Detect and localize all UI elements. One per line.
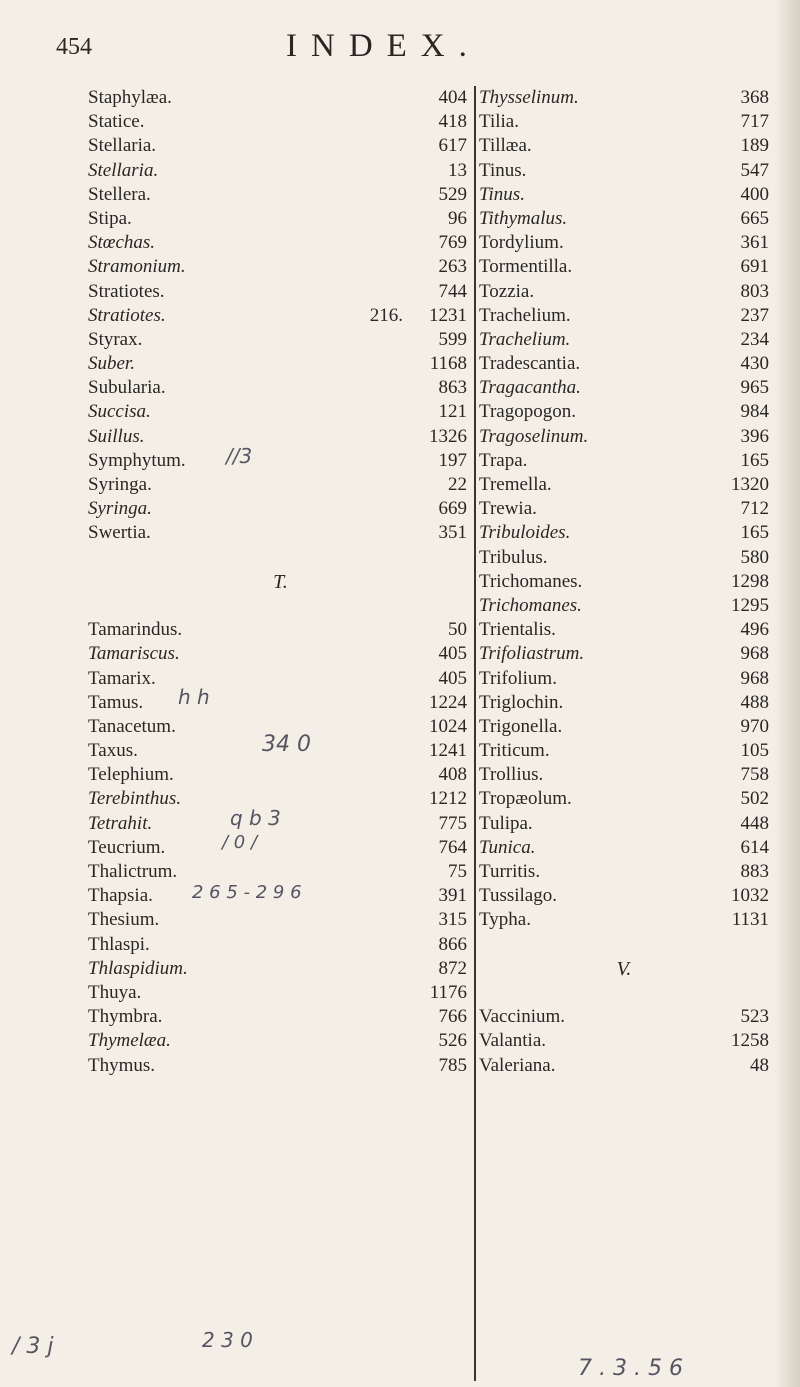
entry-page-number: 48	[750, 1054, 769, 1076]
entry-name: Syringa.	[88, 498, 152, 520]
entry-name: Tragoselinum.	[479, 425, 589, 447]
index-entry	[88, 1054, 473, 1078]
entry-name: Trichomanes.	[479, 570, 583, 592]
entry-page-number: 22	[448, 474, 467, 495]
entry-name: Styrax.	[88, 328, 143, 350]
entry-name: Triglochin.	[479, 691, 564, 713]
entry-page-number: 404	[438, 87, 467, 108]
entry-page-number: 599	[438, 328, 467, 350]
entry-name: Suillus.	[88, 425, 145, 447]
index-entry	[479, 763, 769, 787]
index-entry	[479, 618, 769, 642]
entry-page-number: 526	[438, 1030, 467, 1052]
entry-name: Tragopogon.	[479, 401, 576, 423]
entry-name: Tamarindus.	[88, 619, 183, 641]
entry-name: Tribuloides.	[479, 522, 571, 544]
index-entry	[479, 667, 769, 691]
section-letter	[479, 957, 769, 981]
index-entry	[479, 159, 769, 183]
index-entry	[479, 497, 769, 521]
entry-page-number: 405	[438, 667, 467, 689]
entry-name: Stratiotes.	[88, 304, 166, 326]
entry-name: Teucrium.	[88, 836, 166, 858]
entry-name: Tozzia.	[479, 280, 535, 302]
entry-name: Thlaspidium.	[88, 957, 188, 979]
index-entry	[479, 739, 769, 763]
entry-number-prefix: 216.	[369, 304, 403, 326]
entry-name: Tamarix.	[88, 667, 156, 689]
entry-page-number: 50	[448, 619, 467, 641]
entry-name: Tribulus.	[479, 546, 548, 568]
entry-page-number: 418	[438, 111, 467, 133]
entry-page-number: 717	[740, 111, 769, 133]
entry-page-number: 965	[740, 377, 769, 399]
index-entry	[479, 134, 769, 158]
entry-name: Tillæa.	[479, 135, 532, 157]
index-entry	[88, 1005, 473, 1029]
entry-name: Tormentilla.	[479, 256, 573, 278]
entry-page-number: 234	[740, 328, 769, 350]
index-entry	[479, 352, 769, 376]
index-entry	[88, 425, 473, 449]
entry-name: Tamus.	[88, 691, 144, 713]
entry-page-number: 396	[740, 425, 769, 447]
index-entry	[88, 159, 473, 183]
entry-name: Vaccinium.	[479, 1006, 566, 1028]
entry-name: Tragacantha.	[479, 377, 581, 399]
handwritten-note-thlaspi: 2 6 5 - 2 9 6	[192, 882, 302, 903]
index-entry	[88, 207, 473, 231]
entry-name: Tussilago.	[479, 885, 557, 907]
entry-page-number: 197	[438, 449, 467, 471]
index-entry	[88, 473, 473, 497]
entry-name: Stratiotes.	[88, 280, 165, 302]
index-entry	[479, 328, 769, 352]
entry-page-number: 984	[740, 401, 769, 423]
index-entry	[88, 521, 473, 545]
page-header	[0, 28, 800, 68]
index-entry	[479, 787, 769, 811]
entry-name: Thymus.	[88, 1054, 156, 1076]
entry-page-number: 1168	[429, 353, 467, 375]
entry-page-number: 803	[740, 280, 769, 302]
entry-name: Symphytum.	[88, 449, 186, 471]
entry-name: Trollius.	[479, 764, 544, 786]
entry-page-number: 866	[438, 933, 467, 955]
index-entry	[479, 836, 769, 860]
entry-name: Suber.	[88, 353, 135, 375]
index-entry	[88, 763, 473, 787]
entry-name: Tropæolum.	[479, 788, 572, 810]
index-entry	[88, 957, 473, 981]
column-divider	[474, 86, 476, 1381]
entry-page-number: 165	[740, 522, 769, 544]
index-entry	[479, 570, 769, 594]
entry-page-number: 758	[740, 764, 769, 786]
entry-name: Tordylium.	[479, 232, 564, 254]
entry-name: Thlaspi.	[88, 933, 150, 955]
index-entry	[479, 280, 769, 304]
entry-name: Trifoliastrum.	[479, 643, 585, 665]
entry-page-number: 448	[740, 812, 769, 834]
handwritten-note-tamus: h h	[178, 685, 210, 709]
entry-name: Thymbra.	[88, 1006, 163, 1028]
entry-name: Trigonella.	[479, 715, 563, 737]
index-entry	[479, 860, 769, 884]
entry-page-number: 712	[740, 498, 769, 520]
index-entry	[479, 255, 769, 279]
entry-page-number: 1231	[429, 304, 467, 326]
entry-page-number: 96	[448, 207, 467, 229]
index-entry	[88, 836, 473, 860]
entry-page-number: 237	[740, 304, 769, 326]
index-entry	[88, 667, 473, 691]
index-entry	[88, 352, 473, 376]
section-letter	[88, 570, 473, 594]
entry-name: Taxus.	[88, 740, 138, 762]
entry-page-number: 165	[740, 449, 769, 471]
index-entry	[88, 376, 473, 400]
entry-page-number: 1212	[429, 788, 467, 810]
index-entry	[479, 207, 769, 231]
index-entry	[479, 1029, 769, 1053]
page-gutter-shadow	[774, 0, 800, 1387]
entry-page-number: 496	[740, 619, 769, 641]
entry-name: Stipa.	[88, 207, 132, 229]
entry-name: Thysselinum.	[479, 87, 579, 108]
handwritten-note-teucrium: q b 3	[230, 806, 281, 830]
entry-name: Thuya.	[88, 981, 142, 1003]
entry-page-number: 580	[740, 546, 769, 568]
index-entry	[479, 449, 769, 473]
handwritten-note-bottom: 7 . 3 . 5 6	[578, 1356, 683, 1381]
handwritten-note-thalictrum: / 0 /	[222, 832, 258, 853]
index-entry	[479, 812, 769, 836]
index-entry	[479, 546, 769, 570]
entry-name: Staphylæa.	[88, 87, 172, 108]
left-index-column	[88, 86, 473, 1078]
index-entry	[88, 328, 473, 352]
entry-page-number: 391	[438, 885, 467, 907]
index-entry	[479, 376, 769, 400]
index-entry	[88, 981, 473, 1005]
entry-name: Swertia.	[88, 522, 151, 544]
entry-name: Trewia.	[479, 498, 537, 520]
index-entry	[479, 110, 769, 134]
entry-page-number: 1131	[731, 909, 769, 931]
index-entry	[88, 134, 473, 158]
index-entry	[88, 255, 473, 279]
entry-page-number: 1241	[429, 740, 467, 762]
entry-name: Triticum.	[479, 740, 550, 762]
entry-page-number: 1326	[429, 425, 467, 447]
index-entry	[479, 884, 769, 908]
index-entry	[88, 497, 473, 521]
index-entry	[479, 691, 769, 715]
entry-page-number: 1224	[429, 691, 467, 713]
index-entry	[479, 1054, 769, 1078]
index-entry	[479, 521, 769, 545]
entry-name: Trichomanes.	[479, 594, 582, 616]
index-entry	[479, 642, 769, 666]
entry-name: Tremella.	[479, 474, 552, 495]
index-entry	[479, 594, 769, 618]
blank-line	[479, 933, 769, 957]
entry-page-number: 968	[740, 667, 769, 689]
entry-name: Terebinthus.	[88, 788, 182, 810]
blank-line	[88, 594, 473, 618]
entry-page-number: 13	[448, 159, 467, 181]
index-entry	[88, 400, 473, 424]
entry-name: Tradescantia.	[479, 353, 581, 375]
entry-page-number: 368	[740, 87, 769, 108]
handwritten-note-thymus: 2 3 0	[202, 1328, 253, 1352]
entry-page-number: 1295	[731, 594, 769, 616]
entry-name: Subularia.	[88, 377, 166, 399]
index-entry	[479, 715, 769, 739]
entry-page-number: 1176	[429, 981, 467, 1003]
entry-name: Tilia.	[479, 111, 519, 133]
blank-line	[88, 546, 473, 570]
entry-page-number: 614	[740, 836, 769, 858]
entry-name: Trapa.	[479, 449, 528, 471]
entry-page-number: 764	[438, 836, 467, 858]
entry-name: Succisa.	[88, 401, 151, 423]
entry-page-number: 665	[740, 207, 769, 229]
margin-handwriting-left: / 3 j	[12, 1334, 54, 1359]
entry-page-number: 75	[448, 861, 467, 882]
entry-name: Tithymalus.	[479, 207, 568, 229]
entry-page-number: 488	[740, 691, 769, 713]
entry-name: Turritis.	[479, 861, 541, 882]
entry-page-number: 121	[438, 401, 467, 423]
entry-page-number: 1298	[731, 570, 769, 592]
blank-line	[479, 981, 769, 1005]
index-entry	[88, 691, 473, 715]
index-entry	[88, 933, 473, 957]
index-entry	[88, 86, 473, 110]
entry-name: Tinus.	[479, 183, 525, 205]
entry-page-number: 1320	[731, 474, 769, 495]
index-entry	[88, 642, 473, 666]
entry-name: Thesium.	[88, 909, 160, 931]
entry-name: Valeriana.	[479, 1054, 556, 1076]
entry-page-number: 351	[438, 522, 467, 544]
entry-page-number: 617	[438, 135, 467, 157]
entry-page-number: 775	[438, 812, 467, 834]
entry-page-number: 502	[740, 788, 769, 810]
index-entry	[479, 908, 769, 932]
entry-name: Tunica.	[479, 836, 536, 858]
index-entry	[479, 304, 769, 328]
entry-name: Stramonium.	[88, 256, 186, 278]
entry-page-number: 1032	[731, 885, 769, 907]
entry-name: Valantia.	[479, 1030, 547, 1052]
entry-page-number: 872	[438, 957, 467, 979]
entry-page-number: 863	[438, 377, 467, 399]
entry-name: Stellera.	[88, 183, 151, 205]
entry-name: Telephium.	[88, 764, 174, 786]
entry-name: Trientalis.	[479, 619, 556, 641]
entry-page-number: 105	[740, 740, 769, 762]
entry-name: Typha.	[479, 909, 531, 931]
index-entry	[88, 908, 473, 932]
index-entry	[88, 231, 473, 255]
index-entry	[88, 280, 473, 304]
entry-page-number: 669	[438, 498, 467, 520]
index-entry	[479, 183, 769, 207]
entry-name: Stellaria.	[88, 135, 157, 157]
entry-page-number: 430	[740, 353, 769, 375]
entry-page-number: 523	[740, 1006, 769, 1028]
entry-page-number: 361	[740, 232, 769, 254]
entry-name: Syringa.	[88, 474, 152, 495]
index-entry	[88, 1029, 473, 1053]
entry-page-number: 691	[740, 256, 769, 278]
entry-name: Trifolium.	[479, 667, 557, 689]
entry-name: Tinus.	[479, 159, 527, 181]
entry-name: Tetrahit.	[88, 812, 153, 834]
entry-page-number: 769	[438, 232, 467, 254]
entry-page-number: 189	[740, 135, 769, 157]
entry-name: Tamariscus.	[88, 643, 180, 665]
handwritten-note-symphytum: //3	[226, 444, 253, 468]
entry-name: Stellaria.	[88, 159, 159, 181]
entry-page-number: 968	[740, 643, 769, 665]
entry-page-number: 883	[740, 861, 769, 882]
entry-page-number: 315	[438, 909, 467, 931]
right-index-column	[479, 86, 769, 1078]
entry-name: Tulipa.	[479, 812, 533, 834]
index-entry	[88, 618, 473, 642]
entry-page-number: 263	[438, 256, 467, 278]
running-title: INDEX.	[286, 28, 481, 64]
page-number: 454	[56, 34, 92, 60]
entry-page-number: 970	[740, 715, 769, 737]
entry-name: Trachelium.	[479, 304, 571, 326]
entry-name: Statice.	[88, 111, 145, 133]
index-entry	[88, 183, 473, 207]
entry-page-number: 405	[438, 643, 467, 665]
entry-name: Tanacetum.	[88, 715, 176, 737]
entry-page-number: 547	[740, 159, 769, 181]
index-entry	[479, 231, 769, 255]
entry-page-number: 408	[438, 764, 467, 786]
section-letter-label: V.	[616, 957, 632, 980]
entry-page-number: 785	[438, 1054, 467, 1076]
handwritten-note-telephium: 34 0	[262, 732, 311, 757]
index-entry	[88, 449, 473, 473]
entry-page-number: 1024	[429, 715, 467, 737]
entry-name: Stœchas.	[88, 232, 156, 254]
index-entry	[88, 304, 473, 328]
index-entry	[479, 425, 769, 449]
entry-name: Thapsia.	[88, 885, 153, 907]
index-entry	[88, 860, 473, 884]
entry-page-number: 1258	[731, 1030, 769, 1052]
index-entry	[479, 400, 769, 424]
index-entry	[88, 110, 473, 134]
entry-name: Thymelæa.	[88, 1030, 171, 1052]
entry-name: Trachelium.	[479, 328, 571, 350]
entry-name: Thalictrum.	[88, 861, 178, 882]
entry-page-number: 529	[438, 183, 467, 205]
entry-page-number: 400	[740, 183, 769, 205]
index-entry	[479, 86, 769, 110]
index-entry	[479, 1005, 769, 1029]
section-letter-label: T.	[273, 570, 288, 593]
entry-page-number: 744	[438, 280, 467, 302]
entry-page-number: 766	[438, 1006, 467, 1028]
index-entry	[479, 473, 769, 497]
